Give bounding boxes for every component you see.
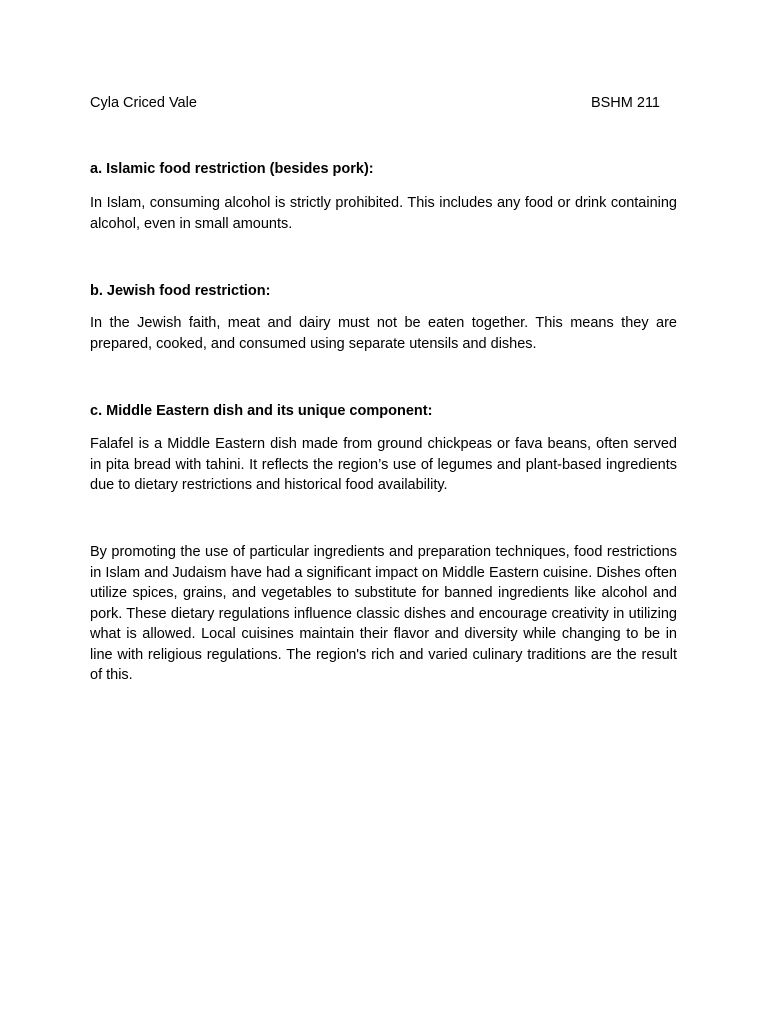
section-body-middle-eastern: Falafel is a Middle Eastern dish made from ground chickpeas or fava beans, often served in pita bread with tahini. It reflects the region’s use of legumes and plant-based ingredients due to dietary restrictions and historical food availability. [90,436,677,493]
section-heading-islamic: a. Islamic food restriction (besides pork): [90,161,374,177]
section-body-jewish: In the Jewish faith, meat and dairy must not be eaten together. This means they are prepared, cooked, and consumed using separate utensils and dishes. [90,315,677,352]
section-body-islamic: In Islam, consuming alcohol is strictly prohibited. This includes any food or drink containing alcohol, even in small amounts. [90,195,677,232]
course-code: BSHM 211 [590,95,660,111]
section-heading-jewish: b. Jewish food restriction: [90,283,271,299]
conclusion-paragraph: By promoting the use of particular ingredients and preparation techniques, food restrictions in Islam and Judaism have had a significant impact on Middle Eastern cuisine. Dishes often utilize spices, grains, and vegetables to substitute for banned ingredients like alcohol and pork. These dietary regulations influence classic dishes and encourage creativity in utilizing what is allowed. Local cuisines maintain their flavor and diversity while changing to be in line with religious regulations. The region's rich and varied culinary traditions are the result of this. [90,544,677,683]
student-name: Cyla Criced Vale [90,95,197,111]
section-heading-middle-eastern: c. Middle Eastern dish and its unique component: [90,403,433,419]
document-header [90,93,660,113]
